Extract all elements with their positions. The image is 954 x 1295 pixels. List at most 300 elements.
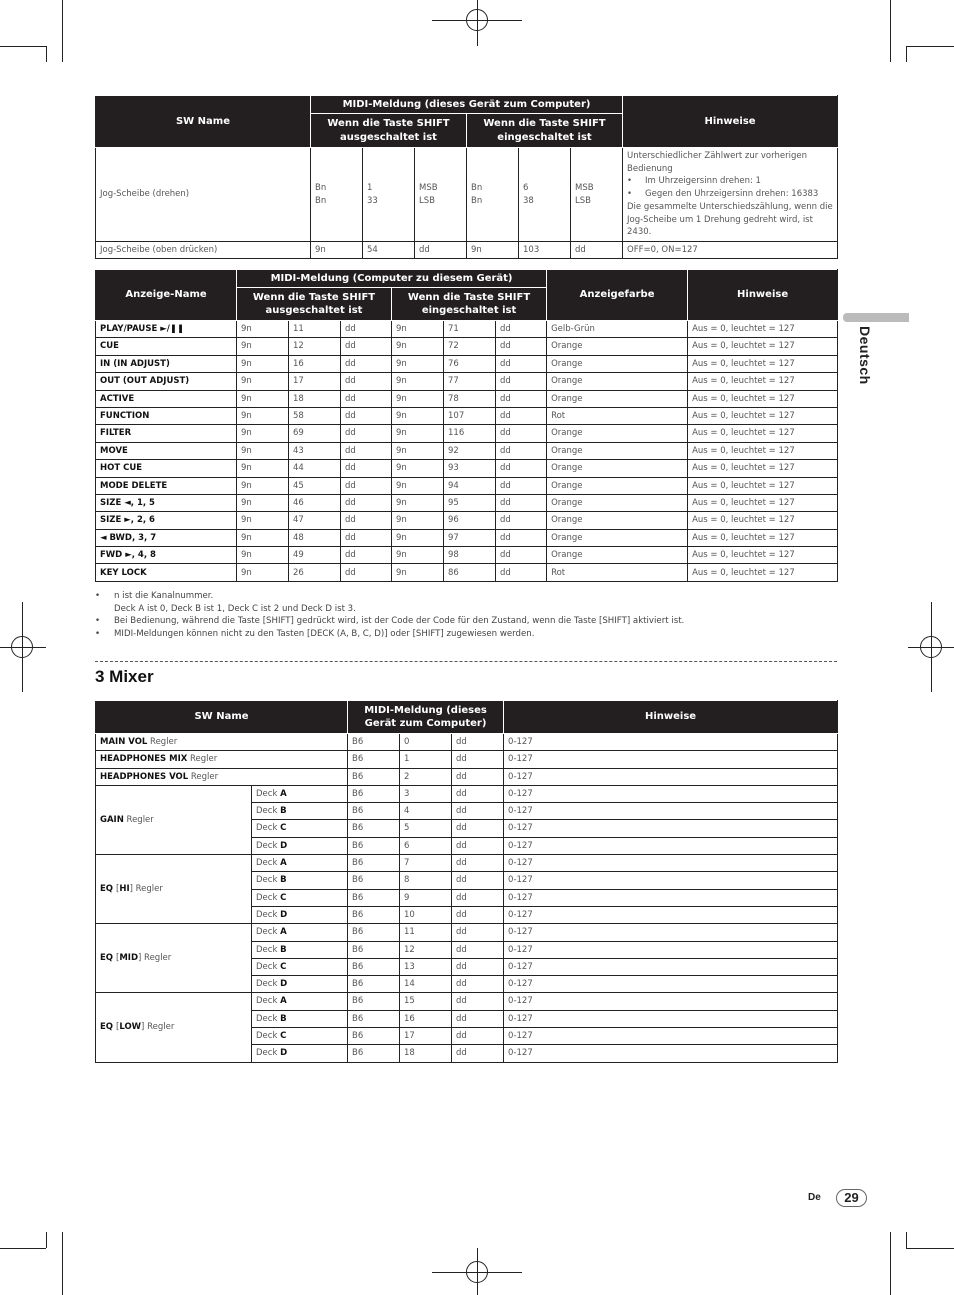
indicator-name: FUNCTION [96,407,237,424]
notes-cell: 0-127 [504,734,838,751]
cell: 9 [400,889,452,906]
color-cell: Orange [547,460,688,477]
cell: 9n [237,407,289,424]
cell: dd [496,547,547,564]
cell: 45 [289,477,341,494]
table-row [96,785,838,802]
deck-cell: Deck C [252,820,348,837]
deck-cell: Deck A [252,785,348,802]
cell: 46 [289,494,341,511]
cell: dd [452,958,504,975]
indicator-name: CUE [96,338,237,355]
notes-cell: Aus = 0, leuchtet = 127 [688,512,838,529]
footnote: • MIDI-Meldungen können nicht zu den Tasten [DECK (A, B, C, D)] oder [SHIFT] zugewiesen werden. [95,628,837,641]
cell: B6 [348,734,400,751]
indicator-name: MODE DELETE [96,477,237,494]
cell: 9n [392,442,444,459]
cell: dd [496,407,547,424]
cell: 9n [311,242,363,259]
cell: B6 [348,1045,400,1062]
cell: dd [341,373,392,390]
notes-cell: Aus = 0, leuchtet = 127 [688,321,838,338]
notes-cell: Aus = 0, leuchtet = 127 [688,494,838,511]
cell: 49 [289,547,341,564]
deck-cell: Deck C [252,958,348,975]
col-notes: Hinweise [504,701,838,734]
cell: MSB LSB [415,148,467,242]
cell: 8 [400,872,452,889]
color-cell: Orange [547,355,688,372]
cell: 9n [467,242,519,259]
cell: MSB LSB [571,148,623,242]
sw-name: HEADPHONES VOL Regler [96,768,348,785]
cell: dd [415,242,467,259]
color-cell: Rot [547,564,688,581]
col-sw-name: SW Name [96,96,311,148]
cell: 97 [444,529,496,546]
cell: 78 [444,390,496,407]
cell: dd [341,460,392,477]
footnote: • Bei Bedienung, während die Taste [SHIFT] gedrückt wird, ist der Code der Code für den Zustand, wenn die Taste [SHIFT] aktiviert ist. [95,615,837,628]
sw-name: Jog-Scheibe (oben drücken) [96,242,311,259]
indicator-midi-table [95,269,838,582]
notes-cell: 0-127 [504,872,838,889]
cell: dd [452,1028,504,1045]
cell: 9n [237,460,289,477]
deck-cell: Deck C [252,889,348,906]
cell: 1 [400,751,452,768]
notes-cell: 0-127 [504,820,838,837]
crop-mark [906,1248,954,1249]
registration-circle [11,636,33,658]
cell: dd [452,941,504,958]
color-cell: Orange [547,529,688,546]
cell: B6 [348,820,400,837]
cell: dd [452,855,504,872]
cell: dd [452,1045,504,1062]
cell: 98 [444,547,496,564]
group-label: EQ [LOW] Regler [96,993,252,1062]
cell: 9n [237,547,289,564]
color-cell: Orange [547,494,688,511]
table-row [96,390,838,407]
color-cell: Rot [547,407,688,424]
cell: 116 [444,425,496,442]
indicator-name: ◄ BWD, 3, 7 [96,529,237,546]
notes-cell: Aus = 0, leuchtet = 127 [688,355,838,372]
cell: 9n [392,564,444,581]
table-row [96,547,838,564]
color-cell: Orange [547,390,688,407]
cell: dd [341,390,392,407]
cell: B6 [348,941,400,958]
language-tab-label: Deutsch [857,326,873,385]
cell: dd [452,906,504,923]
group-label: EQ [MID] Regler [96,924,252,993]
cell: B6 [348,785,400,802]
crop-mark [46,46,47,62]
sw-name: MAIN VOL Regler [96,734,348,751]
deck-cell: Deck B [252,941,348,958]
cell: 76 [444,355,496,372]
cell: dd [496,321,547,338]
notes-cell: 0-127 [504,958,838,975]
cell: 10 [400,906,452,923]
cell: dd [496,512,547,529]
table-row [96,924,838,941]
cell: dd [341,494,392,511]
deck-cell: Deck D [252,906,348,923]
cell: 12 [400,941,452,958]
notes-cell: OFF=0, ON=127 [623,242,838,259]
crop-mark [890,0,891,62]
cell: 71 [444,321,496,338]
cell: 9n [237,425,289,442]
cell: dd [571,242,623,259]
cell: dd [341,425,392,442]
cell: dd [341,355,392,372]
note-intro: Unterschiedlicher Zählwert zur vorherigen Bedienung [627,150,807,174]
cell: B6 [348,751,400,768]
indicator-name: OUT (OUT ADJUST) [96,373,237,390]
table-row [96,355,838,372]
table-row [96,460,838,477]
notes-cell: 0-127 [504,976,838,993]
cell: dd [496,425,547,442]
crop-mark [906,46,954,47]
deck-cell: Deck A [252,924,348,941]
notes-cell: Aus = 0, leuchtet = 127 [688,373,838,390]
sw-name: Jog-Scheibe (drehen) [96,148,311,242]
note-bullet: • Im Uhrzeigersinn drehen: 1 [627,176,761,187]
cell: Bn Bn [311,148,363,242]
cell: 9n [392,355,444,372]
indicator-name: SIZE ◄, 1, 5 [96,494,237,511]
cell: dd [496,477,547,494]
cell: 44 [289,460,341,477]
cell: 9n [237,494,289,511]
cell: dd [341,529,392,546]
notes-cell: Aus = 0, leuchtet = 127 [688,407,838,424]
notes-cell: Aus = 0, leuchtet = 127 [688,460,838,477]
crop-mark [906,46,907,62]
registration-circle [466,9,488,31]
col-shift-off: Wenn die Taste SHIFT ausgeschaltet ist [311,114,467,148]
cell: 9n [392,460,444,477]
indicator-name: ACTIVE [96,390,237,407]
cell: Bn Bn [467,148,519,242]
notes-cell: Aus = 0, leuchtet = 127 [688,390,838,407]
cell: B6 [348,872,400,889]
deck-cell: Deck B [252,803,348,820]
cell: dd [452,1010,504,1027]
notes-cell: 0-127 [504,803,838,820]
table-row [96,338,838,355]
color-cell: Orange [547,425,688,442]
col-midi: MIDI-Meldung (dieses Gerät zum Computer) [348,701,504,734]
cell: dd [341,321,392,338]
cell: B6 [348,837,400,854]
cell: 16 [400,1010,452,1027]
table-row [96,768,838,785]
notes-cell: Aus = 0, leuchtet = 127 [688,425,838,442]
cell: 9n [237,529,289,546]
cell: 17 [289,373,341,390]
col-shift-on: Wenn die Taste SHIFT eingeschaltet ist [392,288,547,321]
cell: 16 [289,355,341,372]
table-row [96,407,838,424]
cell: dd [341,477,392,494]
table-row [96,993,838,1010]
cell: 9n [392,321,444,338]
crop-mark [0,46,46,47]
cell: 11 [289,321,341,338]
col-shift-off: Wenn die Taste SHIFT ausgeschaltet ist [237,288,392,321]
deck-cell: Deck D [252,1045,348,1062]
cell: 9n [392,390,444,407]
table-row [96,855,838,872]
indicator-name: PLAY/PAUSE ►/❚❚ [96,321,237,338]
cell: 9n [392,512,444,529]
cell: 94 [444,477,496,494]
notes-cell: Aus = 0, leuchtet = 127 [688,564,838,581]
crop-mark [890,1232,891,1295]
cell: 7 [400,855,452,872]
cell: dd [341,512,392,529]
cell: 58 [289,407,341,424]
crop-mark [62,1232,63,1295]
cell: 9n [392,338,444,355]
deck-cell: Deck D [252,976,348,993]
cell: 9n [392,477,444,494]
cell: 72 [444,338,496,355]
cell: dd [496,355,547,372]
cell: 9n [392,373,444,390]
cell: 12 [289,338,341,355]
cell: 93 [444,460,496,477]
notes-cell: 0-127 [504,906,838,923]
cell: 4 [400,803,452,820]
notes-cell: 0-127 [504,924,838,941]
cell: dd [496,564,547,581]
footer-language: De [808,1192,821,1203]
cell: dd [452,803,504,820]
cell: B6 [348,976,400,993]
col-indicator-name: Anzeige-Name [96,270,237,321]
crop-mark [0,1248,46,1249]
cell: dd [496,373,547,390]
table-row [96,751,838,768]
cell: 9n [237,477,289,494]
table-row [96,512,838,529]
col-shift-on: Wenn die Taste SHIFT eingeschaltet ist [467,114,623,148]
col-sw-name: SW Name [96,701,348,734]
indicator-name: FILTER [96,425,237,442]
cell: 9n [392,407,444,424]
footnotes [95,590,837,640]
table-row [96,242,838,259]
notes-cell: 0-127 [504,785,838,802]
table-row [96,442,838,459]
color-cell: Gelb-Grün [547,321,688,338]
cell: B6 [348,958,400,975]
cell: 9n [237,390,289,407]
page-number: 29 [836,1189,867,1207]
cell: 103 [519,242,571,259]
col-notes: Hinweise [688,270,838,321]
crop-mark [62,0,63,62]
deck-cell: Deck A [252,993,348,1010]
col-midi: MIDI-Meldung (Computer zu diesem Gerät) [237,270,547,288]
notes-cell: Aus = 0, leuchtet = 127 [688,529,838,546]
cell: B6 [348,889,400,906]
cell: dd [452,924,504,941]
deck-cell: Deck B [252,872,348,889]
cell: B6 [348,906,400,923]
notes-cell: 0-127 [504,1045,838,1062]
cell: 11 [400,924,452,941]
indicator-name: IN (IN ADJUST) [96,355,237,372]
cell: 47 [289,512,341,529]
cell: 54 [363,242,415,259]
notes-cell: 0-127 [504,768,838,785]
cell: 9n [392,494,444,511]
color-cell: Orange [547,373,688,390]
cell: 9n [237,338,289,355]
notes-cell: Aus = 0, leuchtet = 127 [688,547,838,564]
cell: dd [341,564,392,581]
note-bullet: • Gegen den Uhrzeigersinn drehen: 16383 [627,189,819,200]
cell: 13 [400,958,452,975]
indicator-name: FWD ►, 4, 8 [96,547,237,564]
cell: dd [452,785,504,802]
notes-cell: 0-127 [504,855,838,872]
notes-cell: Aus = 0, leuchtet = 127 [688,338,838,355]
cell: 48 [289,529,341,546]
cell: dd [452,872,504,889]
cell: 9n [237,442,289,459]
cell: 92 [444,442,496,459]
table-row [96,477,838,494]
col-color: Anzeigefarbe [547,270,688,321]
cell: B6 [348,803,400,820]
cell: dd [452,837,504,854]
table-row [96,734,838,751]
cell: 9n [237,355,289,372]
cell: dd [452,976,504,993]
cell: 96 [444,512,496,529]
cell: 18 [289,390,341,407]
table-row [96,529,838,546]
cell: 2 [400,768,452,785]
registration-circle [466,1261,488,1283]
notes-cell: 0-127 [504,941,838,958]
notes-cell: 0-127 [504,1028,838,1045]
sw-midi-table [95,95,838,259]
cell: 9n [237,373,289,390]
mixer-midi-table [95,700,838,1063]
col-notes: Hinweise [623,96,838,148]
table-row [96,321,838,338]
cell: 9n [392,547,444,564]
cell: 17 [400,1028,452,1045]
group-label: EQ [HI] Regler [96,855,252,924]
notes-cell: 0-127 [504,889,838,906]
indicator-name: KEY LOCK [96,564,237,581]
cell: B6 [348,993,400,1010]
cell: 107 [444,407,496,424]
group-label: GAIN Regler [96,785,252,854]
cell: dd [341,407,392,424]
cell: B6 [348,768,400,785]
cell: dd [341,442,392,459]
cell: B6 [348,1010,400,1027]
notes-cell: 0-127 [504,837,838,854]
cell: 9n [392,425,444,442]
cell: B6 [348,855,400,872]
notes-cell: Aus = 0, leuchtet = 127 [688,442,838,459]
cell: 6 [400,837,452,854]
note-end: Die gesammelte Unterschiedszählung, wenn die Jog-Scheibe um 1 Drehung gedreht wird, ist 2430. [627,201,833,238]
deck-cell: Deck A [252,855,348,872]
cell: 69 [289,425,341,442]
sw-name: HEADPHONES MIX Regler [96,751,348,768]
cell: dd [496,529,547,546]
cell: dd [496,338,547,355]
deck-cell: Deck B [252,1010,348,1027]
indicator-name: HOT CUE [96,460,237,477]
cell: 77 [444,373,496,390]
crop-mark [906,1232,907,1248]
notes-cell [623,148,838,242]
cell: 3 [400,785,452,802]
cell: dd [496,460,547,477]
indicator-name: SIZE ►, 2, 6 [96,512,237,529]
color-cell: Orange [547,512,688,529]
cell: 0 [400,734,452,751]
cell: dd [341,547,392,564]
cell: dd [496,390,547,407]
section-divider [95,661,837,662]
footnote-continuation: Deck A ist 0, Deck B ist 1, Deck C ist 2 und Deck D ist 3. [114,603,356,614]
cell: dd [452,751,504,768]
cell: 18 [400,1045,452,1062]
cell: dd [452,768,504,785]
language-tab-bar [843,313,909,322]
cell: 15 [400,993,452,1010]
table-row [96,148,838,242]
deck-cell: Deck C [252,1028,348,1045]
cell: 9n [237,564,289,581]
registration-circle [920,636,942,658]
indicator-name: MOVE [96,442,237,459]
cell: 26 [289,564,341,581]
cell: 86 [444,564,496,581]
footnote: • n ist die Kanalnummer. [95,590,837,603]
notes-cell: Aus = 0, leuchtet = 127 [688,477,838,494]
cell: B6 [348,1028,400,1045]
color-cell: Orange [547,477,688,494]
table-row [96,373,838,390]
notes-cell: 0-127 [504,751,838,768]
cell: 1 33 [363,148,415,242]
cell: 9n [237,512,289,529]
table-row [96,564,838,581]
cell: 14 [400,976,452,993]
color-cell: Orange [547,547,688,564]
cell: dd [496,442,547,459]
cell: dd [452,820,504,837]
